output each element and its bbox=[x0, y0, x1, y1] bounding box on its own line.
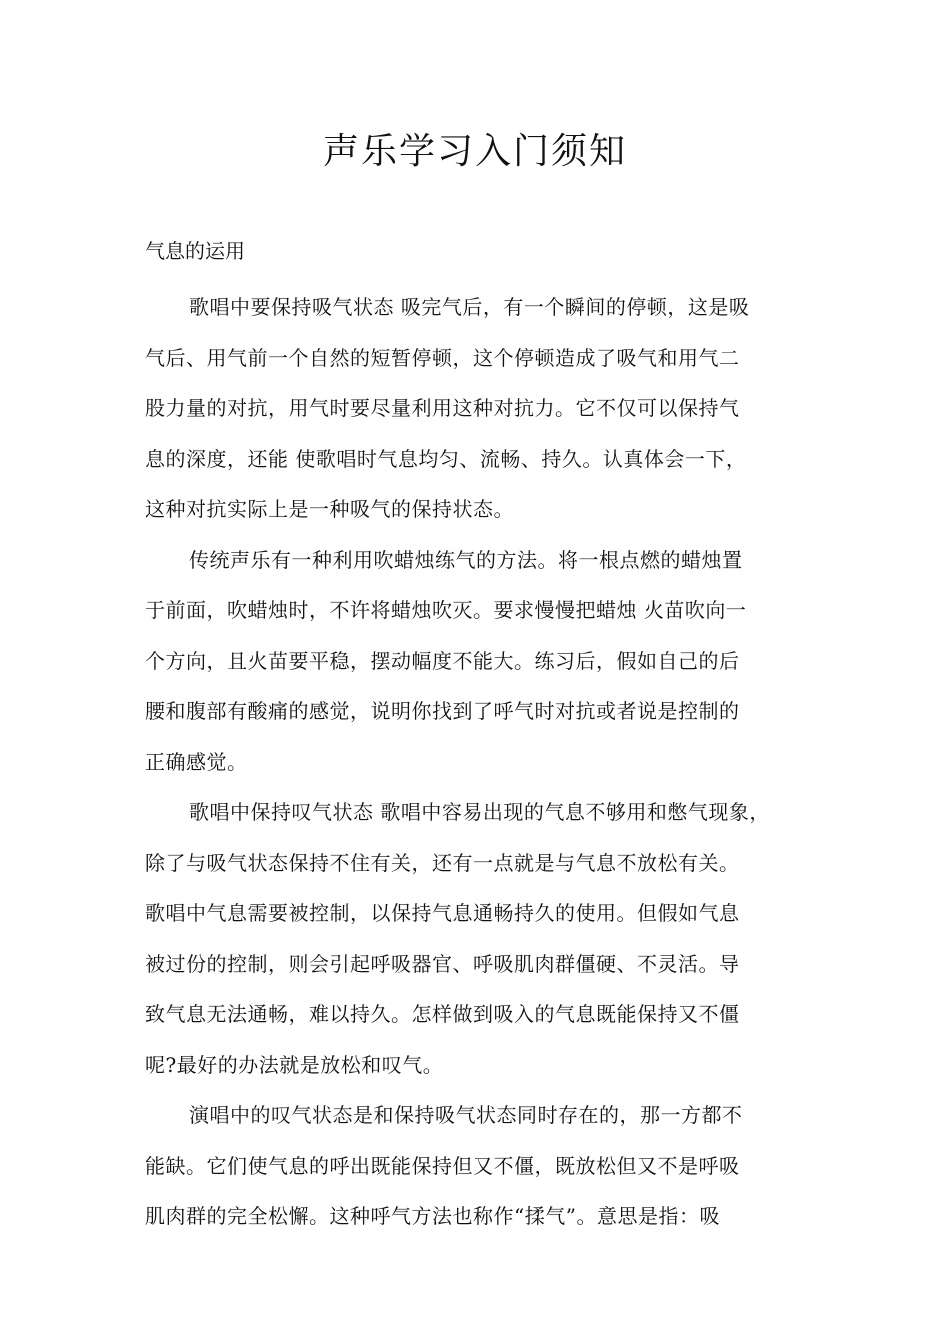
paragraph-line: 气后、用气前一个自然的短暂停顿，这个停顿造成了吸气和用气二 bbox=[145, 345, 740, 370]
paragraph-line: 呢?最好的办法就是放松和叹气。 bbox=[145, 1052, 444, 1077]
section-heading: 气息的运用 bbox=[145, 239, 245, 263]
paragraph-line: 致气息无法通畅，难以持久。怎样做到吸入的气息既能保持又不僵 bbox=[145, 1002, 740, 1026]
paragraph-line: 于前面，吹蜡烛时，不许将蜡烛吹灭。要求慢慢把蜡烛 火苗吹向一 bbox=[145, 598, 747, 622]
paragraph-line: 传统声乐有一种利用吹蜡烛练气的方法。将一根点燃的蜡烛置 bbox=[189, 547, 743, 572]
paragraph-line: 除了与吸气状态保持不住有关，还有一点就是与气息不放松有关。 bbox=[145, 850, 740, 875]
paragraph-line: 息的深度，还能 使歌唱时气息均匀、流畅、持久。认真体会一下， bbox=[145, 446, 747, 471]
paragraph-line: 被过份的控制，则会引起呼吸器官、呼吸肌肉群僵硬、不灵活。导 bbox=[145, 951, 740, 976]
paragraph-line: 腰和腹部有酸痛的感觉，说明你找到了呼气时对抗或者说是控制的 bbox=[145, 699, 740, 723]
paragraph-line: 个方向，且火苗要平稳，摆动幅度不能大。练习后，假如自己的后 bbox=[145, 648, 740, 673]
body-text bbox=[145, 282, 809, 1242]
paragraph-4 bbox=[145, 1090, 809, 1242]
paragraph-line: 歌唱中气息需要被控制，以保持气息通畅持久的使用。但假如气息 bbox=[145, 901, 740, 925]
paragraph-3 bbox=[145, 787, 809, 1090]
paragraph-1 bbox=[145, 282, 809, 535]
paragraph-line: 正确感觉。 bbox=[145, 749, 248, 774]
paragraph-line: 股力量的对抗，用气时要尽量利用这种对抗力。它不仅可以保持气 bbox=[145, 396, 740, 420]
paragraph-line: 演唱中的叹气状态是和保持吸气状态同时存在的，那一方都不 bbox=[189, 1103, 743, 1127]
paragraph-line: 歌唱中要保持吸气状态 吸完气后，有一个瞬间的停顿，这是吸 bbox=[189, 295, 750, 319]
paragraph-2 bbox=[145, 535, 809, 788]
paragraph-line: 肌肉群的完全松懈。这种呼气方法也称作“揉气”。意思是指：吸 bbox=[145, 1204, 720, 1228]
paragraph-line: 歌唱中保持叹气状态 歌唱中容易出现的气息不够用和憋气现象， bbox=[189, 800, 770, 824]
paragraph-line: 这种对抗实际上是一种吸气的保持状态。 bbox=[145, 497, 514, 521]
document-title: 声乐学习入门须知 bbox=[322, 131, 627, 172]
paragraph-line: 能缺。它们使气息的呼出既能保持但又不僵，既放松但又不是呼吸 bbox=[145, 1153, 740, 1178]
